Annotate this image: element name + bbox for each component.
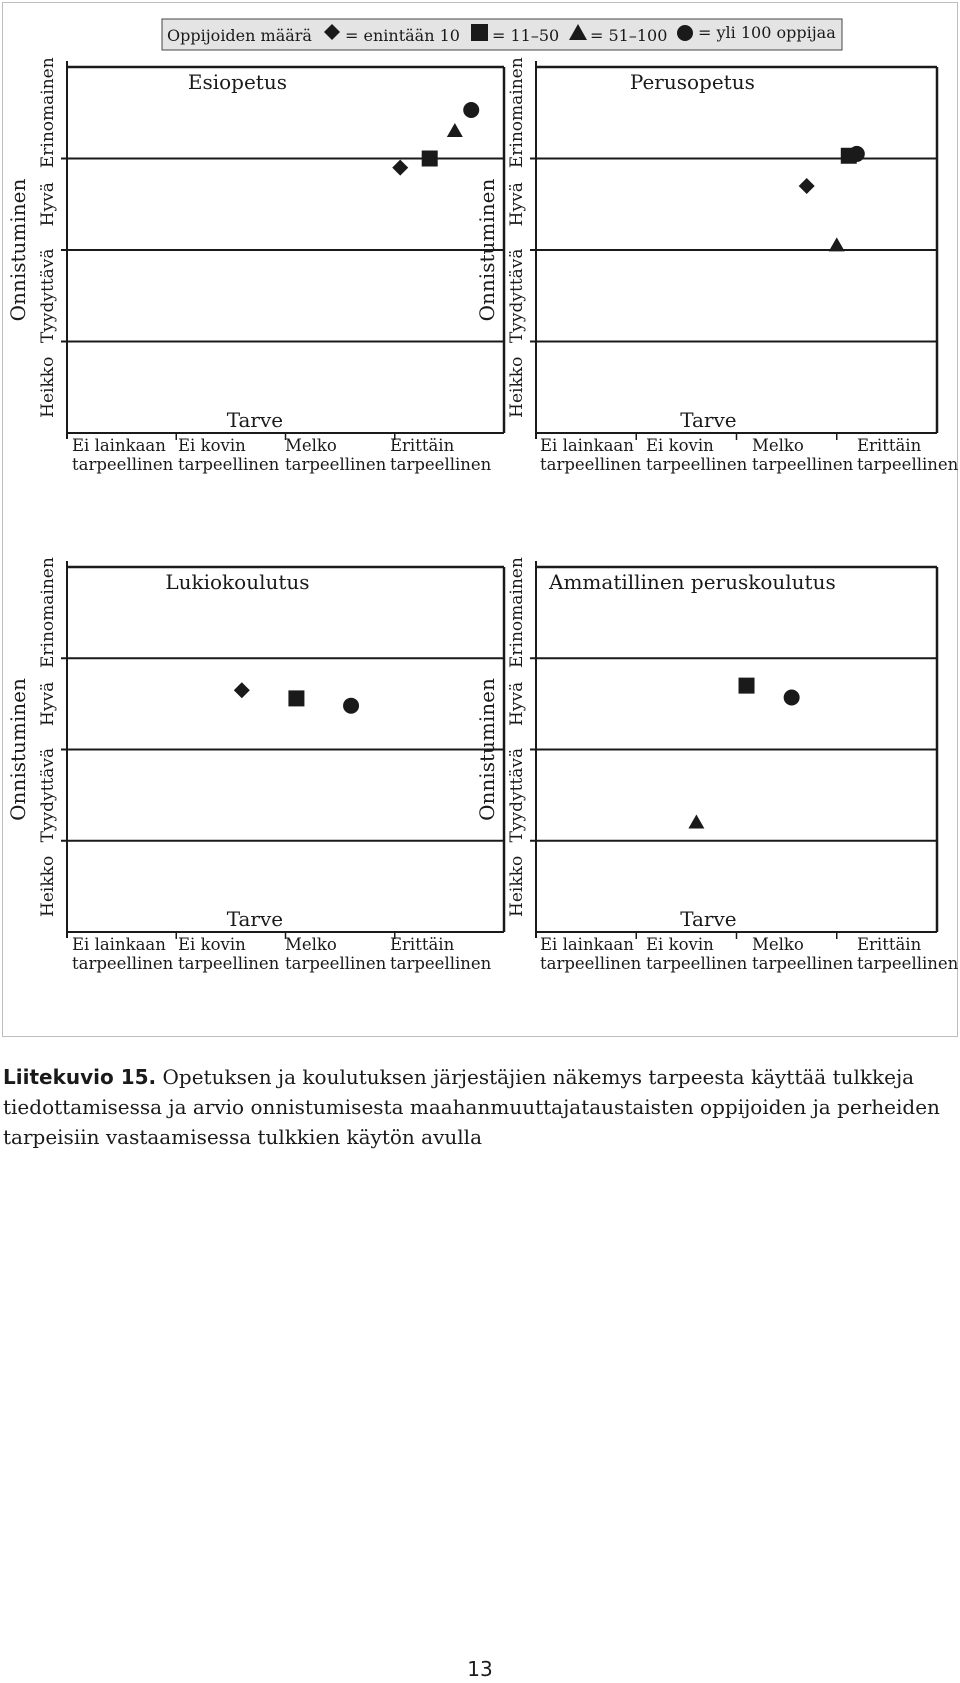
y-tick-label: Erinomainen — [38, 57, 58, 169]
panel-title: Ammatillinen peruskoulutus — [549, 570, 836, 594]
x-tick-label: Ei lainkaan tarpeellinen — [540, 935, 642, 973]
x-tick-label: Ei kovin tarpeellinen — [178, 436, 280, 474]
chart-panel — [475, 57, 959, 474]
page-number: 13 — [467, 1657, 493, 1681]
y-tick-label: Erinomainen — [507, 57, 527, 169]
x-tick-label: Melko tarpeellinen — [285, 436, 387, 474]
y-axis-label: Onnistuminen — [6, 178, 30, 322]
panel-title: Esiopetus — [187, 70, 287, 94]
y-tick-label: Erinomainen — [38, 557, 58, 669]
figure-caption — [3, 1062, 958, 1152]
data-point-triangle — [688, 815, 704, 829]
y-axis-label: Onnistuminen — [6, 678, 30, 821]
x-tick-label: Erittäin tarpeellinen — [857, 436, 959, 474]
legend-item-label: = yli 100 oppijaa — [698, 23, 836, 42]
caption-lead: Liitekuvio 15. — [3, 1065, 157, 1089]
x-tick-label: Erittäin tarpeellinen — [390, 935, 492, 973]
x-tick-label: Ei kovin tarpeellinen — [646, 935, 748, 973]
x-axis-label: Tarve — [680, 907, 737, 931]
data-point-diamond — [392, 160, 408, 176]
panel-title: Perusopetus — [629, 70, 755, 94]
x-tick-label: Melko tarpeellinen — [752, 935, 854, 973]
x-axis-label: Tarve — [226, 408, 284, 432]
y-tick-label: Hyvä — [507, 182, 527, 227]
data-point-square — [288, 690, 304, 706]
legend-item-label: = enintään 10 — [345, 26, 460, 45]
y-tick-label: Tyydyttävä — [507, 248, 527, 344]
y-tick-label: Hyvä — [38, 681, 58, 726]
legend-circle-marker — [677, 25, 693, 41]
x-tick-label: Erittäin tarpeellinen — [390, 436, 492, 474]
x-tick-label: Melko tarpeellinen — [752, 436, 854, 474]
y-axis-label: Onnistuminen — [475, 678, 499, 821]
legend — [162, 19, 842, 50]
x-tick-label: Erittäin tarpeellinen — [857, 935, 959, 973]
data-point-square — [739, 678, 755, 694]
legend-item-label: = 51–100 — [590, 26, 668, 45]
y-axis-label: Onnistuminen — [475, 178, 499, 322]
data-point-diamond — [234, 682, 250, 698]
y-tick-label: Hyvä — [38, 182, 58, 227]
chart-panel — [6, 57, 504, 474]
y-tick-label: Erinomainen — [507, 557, 527, 669]
y-tick-label: Hyvä — [507, 681, 527, 726]
x-tick-label: Ei lainkaan tarpeellinen — [72, 935, 174, 973]
y-tick-label: Tyydyttävä — [38, 248, 58, 344]
y-tick-label: Heikko — [38, 356, 58, 418]
chart-panel — [6, 557, 504, 973]
data-point-square — [422, 151, 438, 167]
caption-text: Opetuksen ja koulutuksen järjestäjien näkemys tarpeesta käyttää tulkkeja tiedottamisessa ja arvio onnistumisesta maahanmuuttajataustaisten oppijoiden ja perheiden tarpeisiin vastaamisessa tulkkien käytön avulla — [3, 1065, 940, 1149]
x-tick-label: Ei lainkaan tarpeellinen — [72, 436, 174, 474]
data-point-triangle — [829, 237, 845, 251]
y-tick-label: Heikko — [507, 356, 527, 418]
data-point-diamond — [799, 178, 815, 194]
x-tick-label: Ei lainkaan tarpeellinen — [540, 436, 642, 474]
legend-item-label: = 11–50 — [492, 26, 560, 45]
data-point-circle — [849, 146, 865, 162]
x-axis-label: Tarve — [680, 408, 737, 432]
legend-prefix: Oppijoiden määrä — [167, 26, 312, 45]
data-point-circle — [343, 698, 359, 714]
y-tick-label: Tyydyttävä — [38, 747, 58, 843]
x-axis-label: Tarve — [226, 907, 284, 931]
data-point-triangle — [447, 123, 463, 137]
legend-square-marker — [471, 24, 488, 41]
x-tick-label: Melko tarpeellinen — [285, 935, 387, 973]
y-tick-label: Heikko — [507, 855, 527, 917]
data-point-circle — [463, 102, 479, 118]
panel-title: Lukiokoulutus — [165, 570, 310, 594]
y-tick-label: Heikko — [38, 855, 58, 917]
y-tick-label: Tyydyttävä — [507, 747, 527, 843]
x-tick-label: Ei kovin tarpeellinen — [646, 436, 748, 474]
data-point-circle — [784, 689, 800, 705]
chart-panel — [475, 557, 959, 973]
x-tick-label: Ei kovin tarpeellinen — [178, 935, 280, 973]
